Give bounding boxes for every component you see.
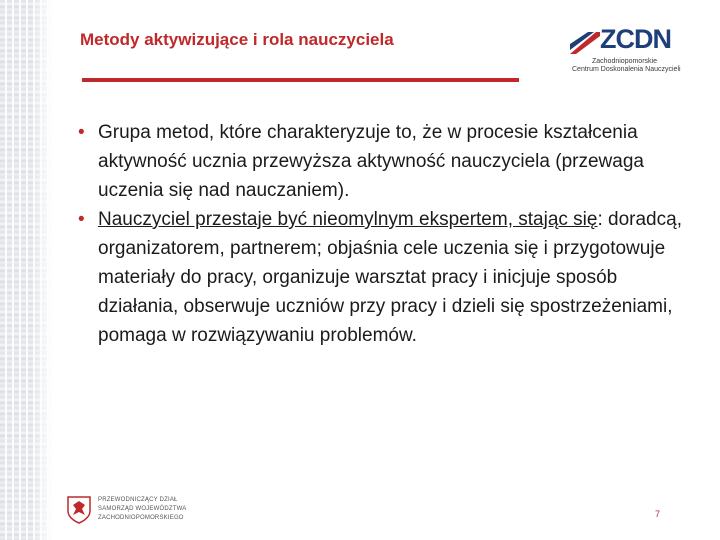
slide-title: Metody aktywizujące i rola nauczyciela	[80, 30, 394, 49]
title-underline	[82, 78, 519, 82]
bullet-item	[72, 118, 684, 205]
footer-text-line2: SAMORZĄD WOJEWÓDZTWA	[98, 506, 187, 512]
zcdn-logo	[568, 26, 683, 76]
bullet-list	[72, 118, 684, 350]
handwriting-decoration	[0, 0, 52, 540]
page-number: 7	[655, 509, 661, 519]
footer-text-line3: ZACHODNIOPOMORSKIEGO	[98, 515, 184, 521]
slide-body	[72, 118, 684, 350]
bullet-icon: •	[78, 122, 85, 143]
logo-wordmark: ZCDN	[600, 24, 671, 54]
logo-subtitle-line2: Centrum Doskonalenia Nauczycieli	[572, 66, 681, 73]
zcdn-logo-mark-icon	[570, 28, 600, 56]
bullet-item	[72, 205, 684, 350]
coat-of-arms-icon	[66, 495, 92, 525]
bullet-text: Grupa metod, które charakteryzuje to, że w procesie kształcenia aktywność ucznia przewyższa aktywność nauczyciela (przewaga uczenia się nad nauczaniem).	[98, 122, 644, 201]
footer-logo	[66, 495, 196, 529]
logo-subtitle-line1: Zachodniopomorskie	[592, 58, 657, 65]
bullet-underlined-text: Nauczyciel przestaje być nieomylnym ekspertem, stając się	[98, 209, 598, 230]
bullet-text: : doradcą, organizatorem, partnerem; objaśnia cele uczenia się i przygotowuje materiały do pracy, organizuje warsztat pracy i inicjuje sposób działania, obserwuje uczniów przy pracy i dzieli się spostrzeżeniami, pomaga w rozwiązywaniu problemów.	[98, 209, 682, 346]
footer-text-line1: PRZEWODNICZĄCY DZIAŁ	[98, 497, 178, 503]
bullet-icon: •	[78, 209, 85, 230]
